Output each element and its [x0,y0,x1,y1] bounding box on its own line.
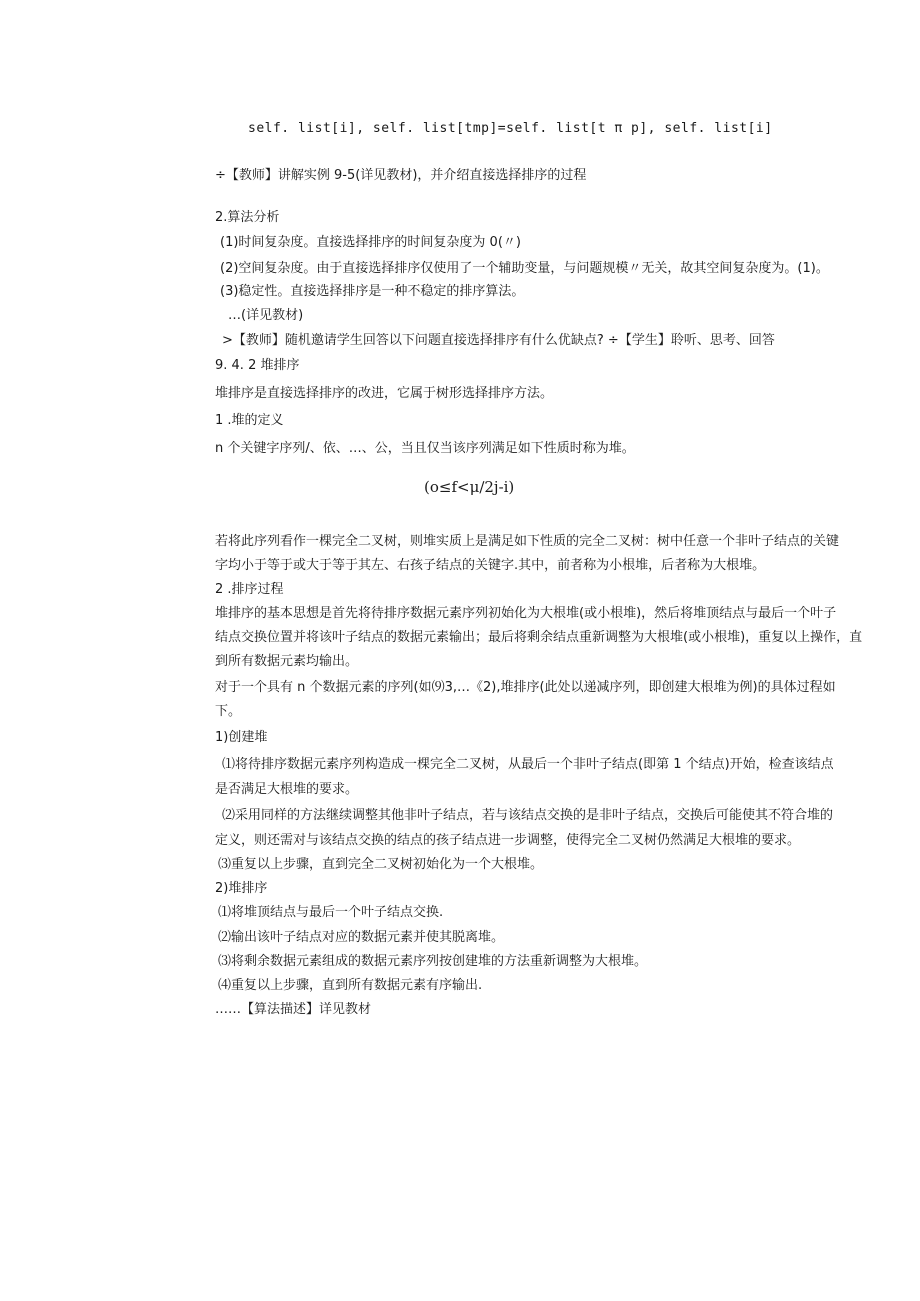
heap-sort-intro: 堆排序是直接选择排序的改进，它属于树形选择排序方法。 [215,386,554,401]
heap-formula: (o≤f<μ∕2j-i) [424,478,515,496]
see-textbook-note: …(详见教材) [228,308,304,323]
section-heading-heap-sort: 9. 4. 2 堆排序 [215,358,300,373]
heap-sort-step-4: ⑷重复以上步骤，直到所有数据元素有序输出. [218,978,483,993]
heap-definition-heading: 1 .堆的定义 [215,413,284,428]
heap-sort-step-2: ⑵输出该叶子结点对应的数据元素并使其脱离堆。 [218,930,505,945]
heap-sort-step-1: ⑴将堆顶结点与最后一个叶子结点交换. [218,905,444,920]
heap-sort-step-3: ⑶将剩余数据元素组成的数据元素序列按创建堆的方法重新调整为大根堆。 [218,954,648,969]
stability: (3)稳定性。直接选择排序是一种不稳定的排序算法。 [220,284,525,299]
algorithm-description-note: ……【算法描述】详见教材 [215,1002,372,1017]
binary-tree-paragraph-line-1: 若将此序列看作一棵完全二叉树，则堆实质上是满足如下性质的完全二叉树：树中任意一个非叶子结点的关键 [215,534,840,549]
sequence-process-line-2: 下。 [215,704,242,719]
binary-tree-paragraph-line-2: 字均小于等于或大于等于其左、右孩子结点的关键字.其中，前者称为小根堆，后者称为大根堆。 [215,558,766,573]
teacher-question: >【教师】随机邀请学生回答以下问题直接选择排序有什么优缺点? ÷【学生】聆听、思考、回答 [222,333,775,348]
create-heap-step-3: ⑶重复以上步骤，直到完全二叉树初始化为一个大根堆。 [218,857,544,872]
sequence-process-line-1: 对于一个具有 n 个数据元素的序列(如⑼3,…《2),堆排序(此处以递减序列，即创建大根堆为例)的具体过程如 [215,680,836,695]
create-heap-step-2-line-1: ⑵采用同样的方法继续调整其他非叶子结点，若与该结点交换的是非叶子结点，交换后可能使其不符合堆的 [222,808,834,823]
create-heap-heading: 1)创建堆 [215,730,268,745]
time-complexity: (1)时间复杂度。直接选择排序的时间复杂度为 0(〃) [220,235,521,250]
heap-definition-text: n 个关键字序列/、依、…、公，当且仅当该序列满足如下性质时称为堆。 [215,441,635,456]
basic-idea-line-1: 堆排序的基本思想是首先将待排序数据元素序列初始化为大根堆(或小根堆)，然后将堆顶结点与最后一个叶子 [215,606,837,621]
heap-sort-subheading: 2)堆排序 [215,881,268,896]
teacher-note-example: ÷【教师】讲解实例 9-5(详见教材)，并介绍直接选择排序的过程 [215,168,587,183]
basic-idea-line-3: 到所有数据元素均输出。 [215,654,359,669]
create-heap-step-1-line-1: ⑴将待排序数据元素序列构造成一棵完全二叉树，从最后一个非叶子结点(即第 1 个结点)开始，检查该结点 [222,757,834,772]
code-swap-line: self. list[i], self. list[tmp]=self. list[t π p], self. list[i] [248,121,773,136]
section-heading-algorithm-analysis: 2.算法分析 [215,210,280,225]
create-heap-step-1-line-2: 是否满足大根堆的要求。 [215,782,359,797]
create-heap-step-2-line-2: 定义，则还需对与该结点交换的结点的孩子结点进一步调整，使得完全二叉树仍然满足大根堆的要求。 [215,833,801,848]
sorting-process-heading: 2 .排序过程 [215,582,284,597]
basic-idea-line-2: 结点交换位置并将该叶子结点的数据元素输出；最后将剩余结点重新调整为大根堆(或小根堆)，重复以上操作，直 [215,630,863,645]
space-complexity: (2)空间复杂度。由于直接选择排序仅使用了一个辅助变量，与问题规模〃无关，故其空间复杂度为。(1)。 [220,261,829,276]
